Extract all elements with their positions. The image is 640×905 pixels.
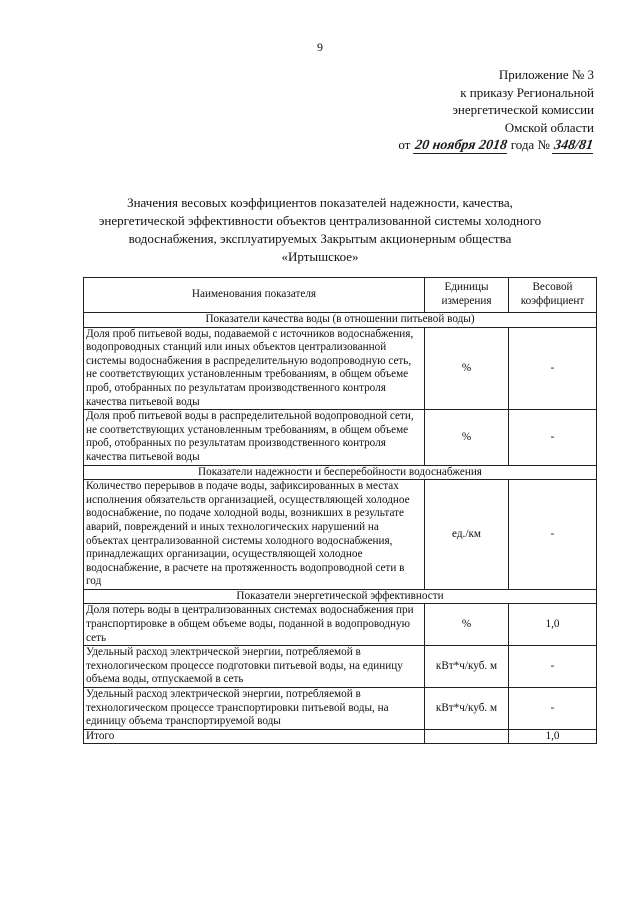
table-header-row [84,278,597,313]
document-title [60,194,580,266]
total-row [84,729,597,744]
section-row-energy-efficiency [84,589,597,604]
section-title: Показатели качества воды (в отношении питьевой воды) [84,313,597,328]
year-number-label: года № [510,137,550,152]
header-unit-line-2: измерения [441,295,492,307]
table-row [84,480,597,590]
indicator-unit: кВт*ч/куб. м [425,646,509,688]
table-row [84,410,597,465]
indicator-unit: % [425,327,509,410]
header-name: Наименования показателя [84,278,425,313]
table-row [84,604,597,646]
section-row-reliability [84,465,597,480]
appendix-line-4: Омской области [504,119,594,135]
indicator-unit: ед./км [425,480,509,590]
appendix-block [398,66,594,154]
from-label: от [398,137,411,152]
indicator-weight: - [509,410,597,465]
section-title: Показатели энергетической эффективности [84,589,597,604]
table-row [84,327,597,410]
indicators-table [83,277,597,744]
indicator-name: Доля проб питьевой воды в распределительной водопроводной сети, не соответствующих установленным требованиям, в общем объеме проб, отобранных по результатам производственного контроля качества питьевой воды [84,410,425,465]
handwritten-order-number: 348/81 [553,138,595,153]
indicator-name: Удельный расход электрической энергии, потребляемой в технологическом процессе подготовки питьевой воды, на единицу объема воды, отпускаемой в сеть [84,646,425,688]
indicator-name: Удельный расход электрической энергии, потребляемой в технологическом процессе транспортировки питьевой воды, на единицу объема транспортируемой воды [84,688,425,730]
indicator-weight: - [509,646,597,688]
order-date-line [398,136,594,154]
indicator-weight: - [509,688,597,730]
appendix-line-2: к приказу Региональной [460,84,594,100]
total-unit [425,729,509,744]
title-line-4: «Иртышское» [281,249,359,264]
indicator-name: Доля проб питьевой воды, подаваемой с источников водоснабжения, водопроводных станций или иных объектов централизованной системы водоснабжения в распределительную водопроводную сеть, не соответствующих установленным требованиям, в общем объеме проб, отобранных по результатам производственного контроля качества питьевой воды [84,327,425,410]
title-line-2: энергетической эффективности объектов централизованной системы холодного [98,213,542,228]
section-title: Показатели надежности и бесперебойности водоснабжения [84,465,597,480]
indicator-name: Доля потерь воды в централизованных системах водоснабжения при транспортировке в общем объеме воды, поданной в водопроводную сеть [84,604,425,646]
header-weight-line-2: коэффициент [520,295,585,307]
indicator-weight: - [509,327,597,410]
appendix-line-1: Приложение № 3 [498,67,594,82]
indicator-weight: - [509,480,597,590]
handwritten-date: 20 ноября 2018 [413,138,508,153]
header-unit-line-1: Единицы [444,281,489,294]
section-row-water-quality [84,313,597,328]
page-number: 9 [317,40,323,54]
appendix-line-3: энергетической комиссии [452,102,594,117]
title-line-1: Значения весовых коэффициентов показателей надежности, качества, [127,195,513,210]
indicator-name: Количество перерывов в подаче воды, зафиксированных в местах исполнения обязательств организацией, осуществляющей холодное водоснабжение, по подаче холодной воды, возникших в результате аварий, повреждений и иных технологических нарушений на объектах централизованной системы холодного водоснабжения, принадлежащих организации, осуществляющей холодное водоснабжение, в расчете на протяженность водопроводной сети в год [84,480,425,590]
table-row [84,646,597,688]
total-label: Итого [84,729,425,744]
header-unit [425,278,509,313]
indicator-weight: 1,0 [509,604,597,646]
indicator-unit: кВт*ч/куб. м [425,688,509,730]
header-weight [509,278,597,313]
header-weight-line-1: Весовой [532,281,573,294]
indicator-unit: % [425,410,509,465]
table-row [84,688,597,730]
total-weight: 1,0 [509,729,597,744]
indicator-unit: % [425,604,509,646]
title-line-3: водоснабжения, эксплуатируемых Закрытым акционерным общества [128,231,512,246]
